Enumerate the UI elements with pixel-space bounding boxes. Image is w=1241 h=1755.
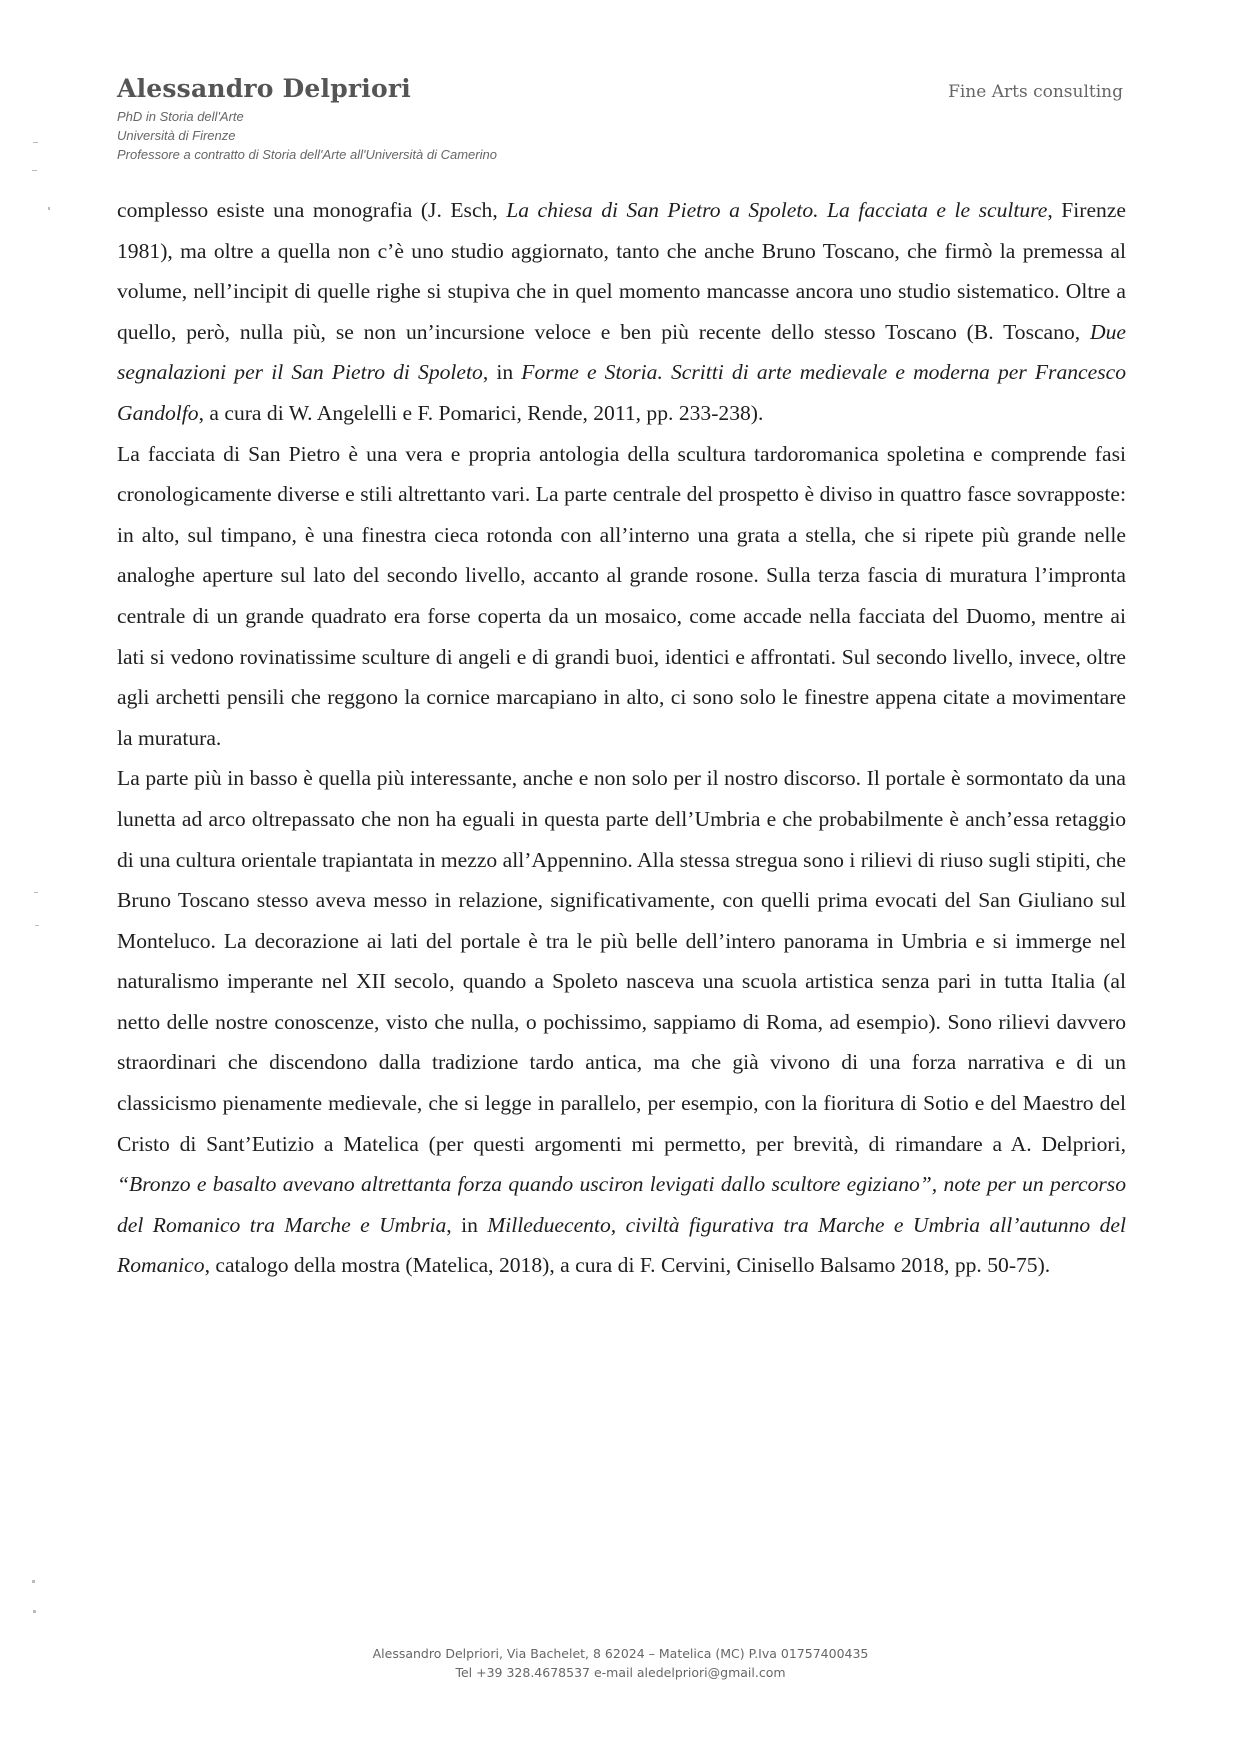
paragraph-1 [117,190,1126,434]
footer-contact: Tel +39 328.4678537 e-mail aledelpriori@gmail.com [455,1665,786,1680]
letterhead-degree: PhD in Storia dell'Arte [117,109,244,124]
scan-speck [33,142,38,143]
paragraph-2: La facciata di San Pietro è una vera e propria antologia della scultura tardoromanica spoletina e comprende fasi cronologicamente diverse e stili altrettanto vari. La parte centrale del prospetto è diviso in quattro fasce sovrapposte: in alto, sul timpano, è una finestra cieca rotonda con all’interno una grata a stella, che si ripete più grande nelle analoghe aperture sul lato del secondo livello, accanto al grande rosone. Sulla terza fascia di muratura l’impronta centrale di un grande quadrato era forse coperta da un mosaico, come accade nella facciata del Duomo, mentre ai lati si vedono rovinatissime sculture di angeli e di grandi buoi, identici e affrontati. Sul secondo livello, invece, oltre agli archetti pensili che reggono la cornice marcapiano in alto, ci sono solo le finestre appena citate a movimentare la muratura. [117,441,1126,750]
scan-speck [34,892,38,893]
letterhead-tagline: Fine Arts consulting [948,82,1123,102]
text-run: La parte più in basso è quella più interessante, anche e non solo per il nostro discorso. Il portale è sormontato da una lunetta ad arco oltrepassato che non ha eguali in questa parte dell’Umbria e che probabilmente è anch’essa retaggio di una cultura orientale trapiantata in mezzo all’Appennino. Alla stessa stregua sono i rilievi di riuso sugli stipiti, che Bruno Toscano stesso aveva messo in relazione, significativamente, con quelli prima evocati del San Giuliano sul Monteluco. La decorazione ai lati del portale è tra le più belle dell’intero panorama in Umbria e si immerge nel naturalismo imperante nel XII secolo, quando a Spoleto nasceva una scuola artistica senza pari in tutta Italia (al netto delle nostre conoscenze, visto che nulla, o pochissimo, sappiamo di Roma, ad esempio). Sono rilievi davvero straordinari che discendono dalla tradizione tardo antica, ma che già vivono di una forza narrativa e di un classicismo pienamente medievale, che si legge in parallelo, per esempio, con la fioritura di Sotio e del Maestro del Cristo di Sant’Eutizio a Matelica (per questi argomenti mi permetto, per brevità, di rimandare a A. Delpriori, [117,766,1126,1156]
italic-title: Milleduecento, civiltà figurativa tra Marche e Umbria all’autunno del Romanico [117,1212,1126,1278]
scan-speck [35,925,39,926]
italic-title: Due segnalazioni per il San Pietro di Spoleto [117,319,1126,385]
letterhead-position: Professore a contratto di Storia dell'Arte all'Università di Camerino [117,147,497,162]
paragraph-3 [117,758,1126,1286]
scan-speck [32,1580,35,1583]
body-text [117,190,1126,1286]
letterhead-university: Università di Firenze [117,128,236,143]
footer-address: Alessandro Delpriori, Via Bachelet, 8 62024 – Matelica (MC) P.Iva 01757400435 [372,1646,869,1661]
text-run: , in [446,1212,488,1237]
text-run: , catalogo della mostra (Matelica, 2018), a cura di F. Cervini, Cinisello Balsamo 2018, pp. 50-75). [204,1253,1051,1278]
text-run: , Firenze 1981), ma oltre a quella non c’è uno studio aggiornato, tanto che anche Bruno Toscano, che firmò la premessa al volume, nell’incipit di quelle righe si stupiva che in quel momento mancasse ancora uno studio sistematico. Oltre a quello, però, nulla più, se non un’incursione veloce e ben più recente dello stesso Toscano (B. Toscano, [117,198,1127,344]
italic-title: “Bronzo e basalto avevano altrettanta forza quando usciron levigati dallo scultore egiziano”, note per un percorso del Romanico tra Marche e Umbria [117,1172,1126,1237]
scan-speck [48,207,50,210]
letterhead-name: Alessandro Delpriori [117,74,411,103]
scan-speck [32,170,37,171]
italic-title: Forme e Storia. Scritti di arte medievale e moderna per Francesco Gandolfo [117,360,1127,425]
text-run: complesso esiste una monografia (J. Esch, [117,198,507,222]
text-run: , in [482,360,522,385]
text-run: , a cura di W. Angelelli e F. Pomarici, Rende, 2011, pp. 233-238). [198,400,764,425]
scan-speck [33,1610,36,1613]
italic-title: La chiesa di San Pietro a Spoleto. La facciata e le sculture [506,198,1048,222]
